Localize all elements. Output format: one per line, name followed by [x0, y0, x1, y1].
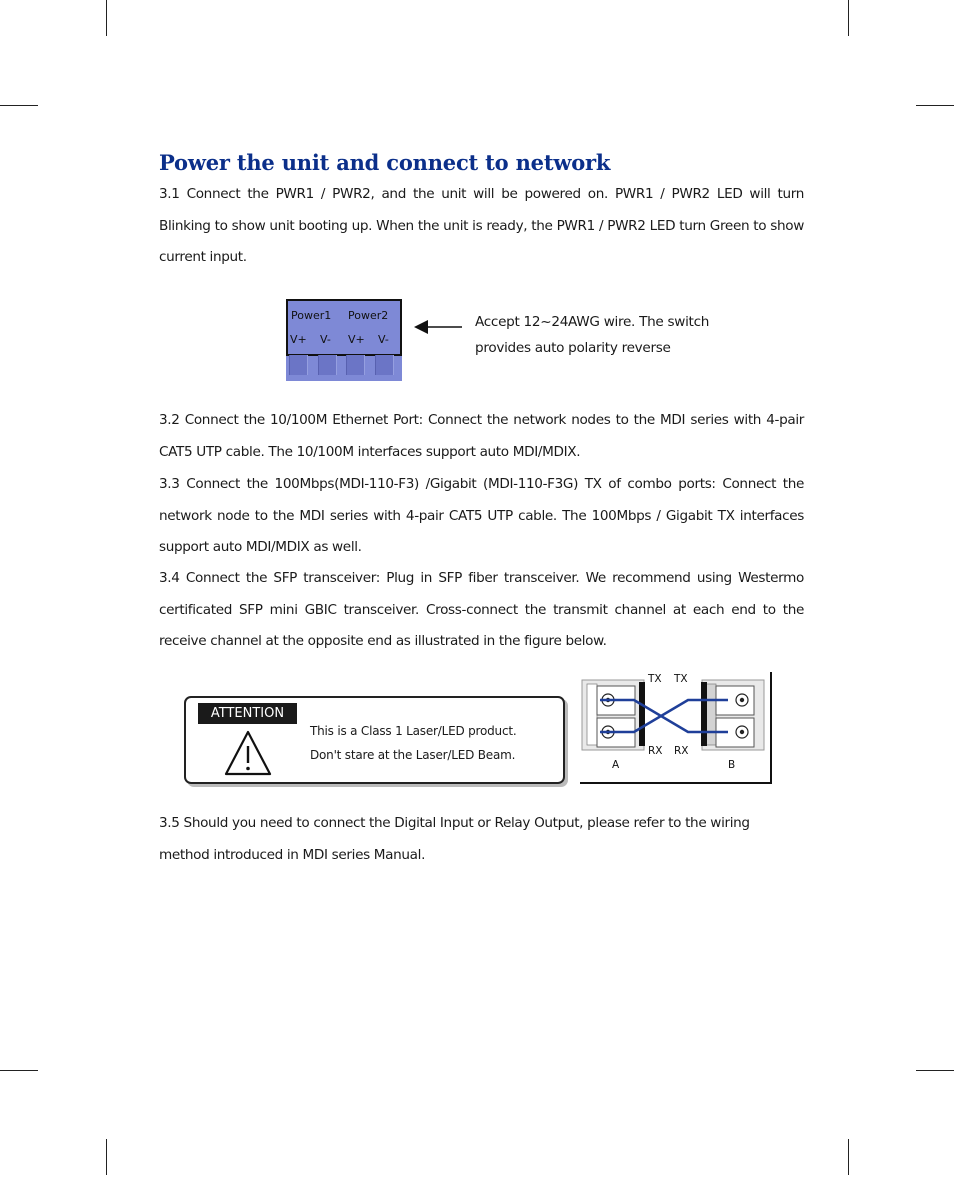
power1-label: Power1	[291, 309, 332, 322]
attention-message	[310, 719, 516, 767]
paragraph-3-1: 3.1 Connect the PWR1 / PWR2, and the unit will be powered on. PWR1 / PWR2 LED will turn Blinking to show unit booting up. When the unit is ready, the PWR1 / PWR2 LED turn Green to show current input.	[159, 186, 804, 265]
pin-label: V+	[290, 333, 307, 346]
attention-line: This is a Class 1 Laser/LED product.	[310, 724, 517, 738]
wire-callout	[475, 309, 709, 361]
crop-mark	[0, 1070, 38, 1071]
pin-label: V+	[348, 333, 365, 346]
terminal-frame	[286, 299, 402, 356]
power-terminal-block	[286, 299, 402, 381]
crop-mark	[848, 0, 849, 36]
pin-label: V-	[320, 333, 331, 346]
terminal-slot	[318, 355, 337, 375]
crop-mark	[916, 105, 954, 106]
terminal-slot	[346, 355, 365, 375]
arrow-left-icon	[414, 316, 464, 338]
paragraph-3-4: 3.4 Connect the SFP transceiver: Plug in SFP fiber transceiver. We recommend using Westermo certificated SFP mini GBIC transceiver. Cross-connect the transmit channel at each end to the receive channel at the opposite end as illustrated in the figure below.	[159, 570, 804, 649]
terminal-slot	[375, 355, 394, 375]
paragraph-3-3: 3.3 Connect the 100Mbps(MDI-110-F3) /Gigabit (MDI-110-F3G) TX of combo ports: Connect the network node to the MDI series with 4-pair CAT5 UTP cable. The 100Mbps / Gigabit TX interfaces support auto MDI/MDIX as well.	[159, 476, 804, 555]
paragraph-3-5: 3.5 Should you need to connect the Digital Input or Relay Output, please refer to the wiring method introduced in MDI series Manual.	[159, 815, 750, 863]
tx-label-b: TX	[674, 673, 688, 685]
crop-mark	[106, 1139, 107, 1175]
page-title: Power the unit and connect to network	[159, 150, 611, 175]
attention-badge: ATTENTION	[198, 703, 297, 724]
callout-line: Accept 12~24AWG wire. The switch	[475, 314, 710, 330]
crop-mark	[0, 105, 38, 106]
paragraph-3-2: 3.2 Connect the 10/100M Ethernet Port: Connect the network nodes to the MDI series with 4-pair CAT5 UTP cable. The 10/100M interfaces support auto MDI/MDIX.	[159, 412, 804, 460]
attention-line: Don't stare at the Laser/LED Beam.	[310, 748, 516, 762]
rx-label-b: RX	[674, 745, 689, 757]
terminal-slot	[289, 355, 308, 375]
callout-line: provides auto polarity reverse	[475, 340, 671, 356]
sfp-diagram	[578, 670, 774, 784]
power2-label: Power2	[348, 309, 389, 322]
end-a-label: A	[612, 759, 620, 771]
warning-icon	[224, 729, 272, 777]
tx-label-a: TX	[648, 673, 662, 685]
crop-mark	[916, 1070, 954, 1071]
pin-label: V-	[378, 333, 389, 346]
end-b-label: B	[728, 759, 736, 771]
sfp-module-b	[701, 680, 764, 750]
rx-label-a: RX	[648, 745, 663, 757]
crop-mark	[848, 1139, 849, 1175]
sfp-module-a	[582, 680, 645, 750]
crop-mark	[106, 0, 107, 36]
